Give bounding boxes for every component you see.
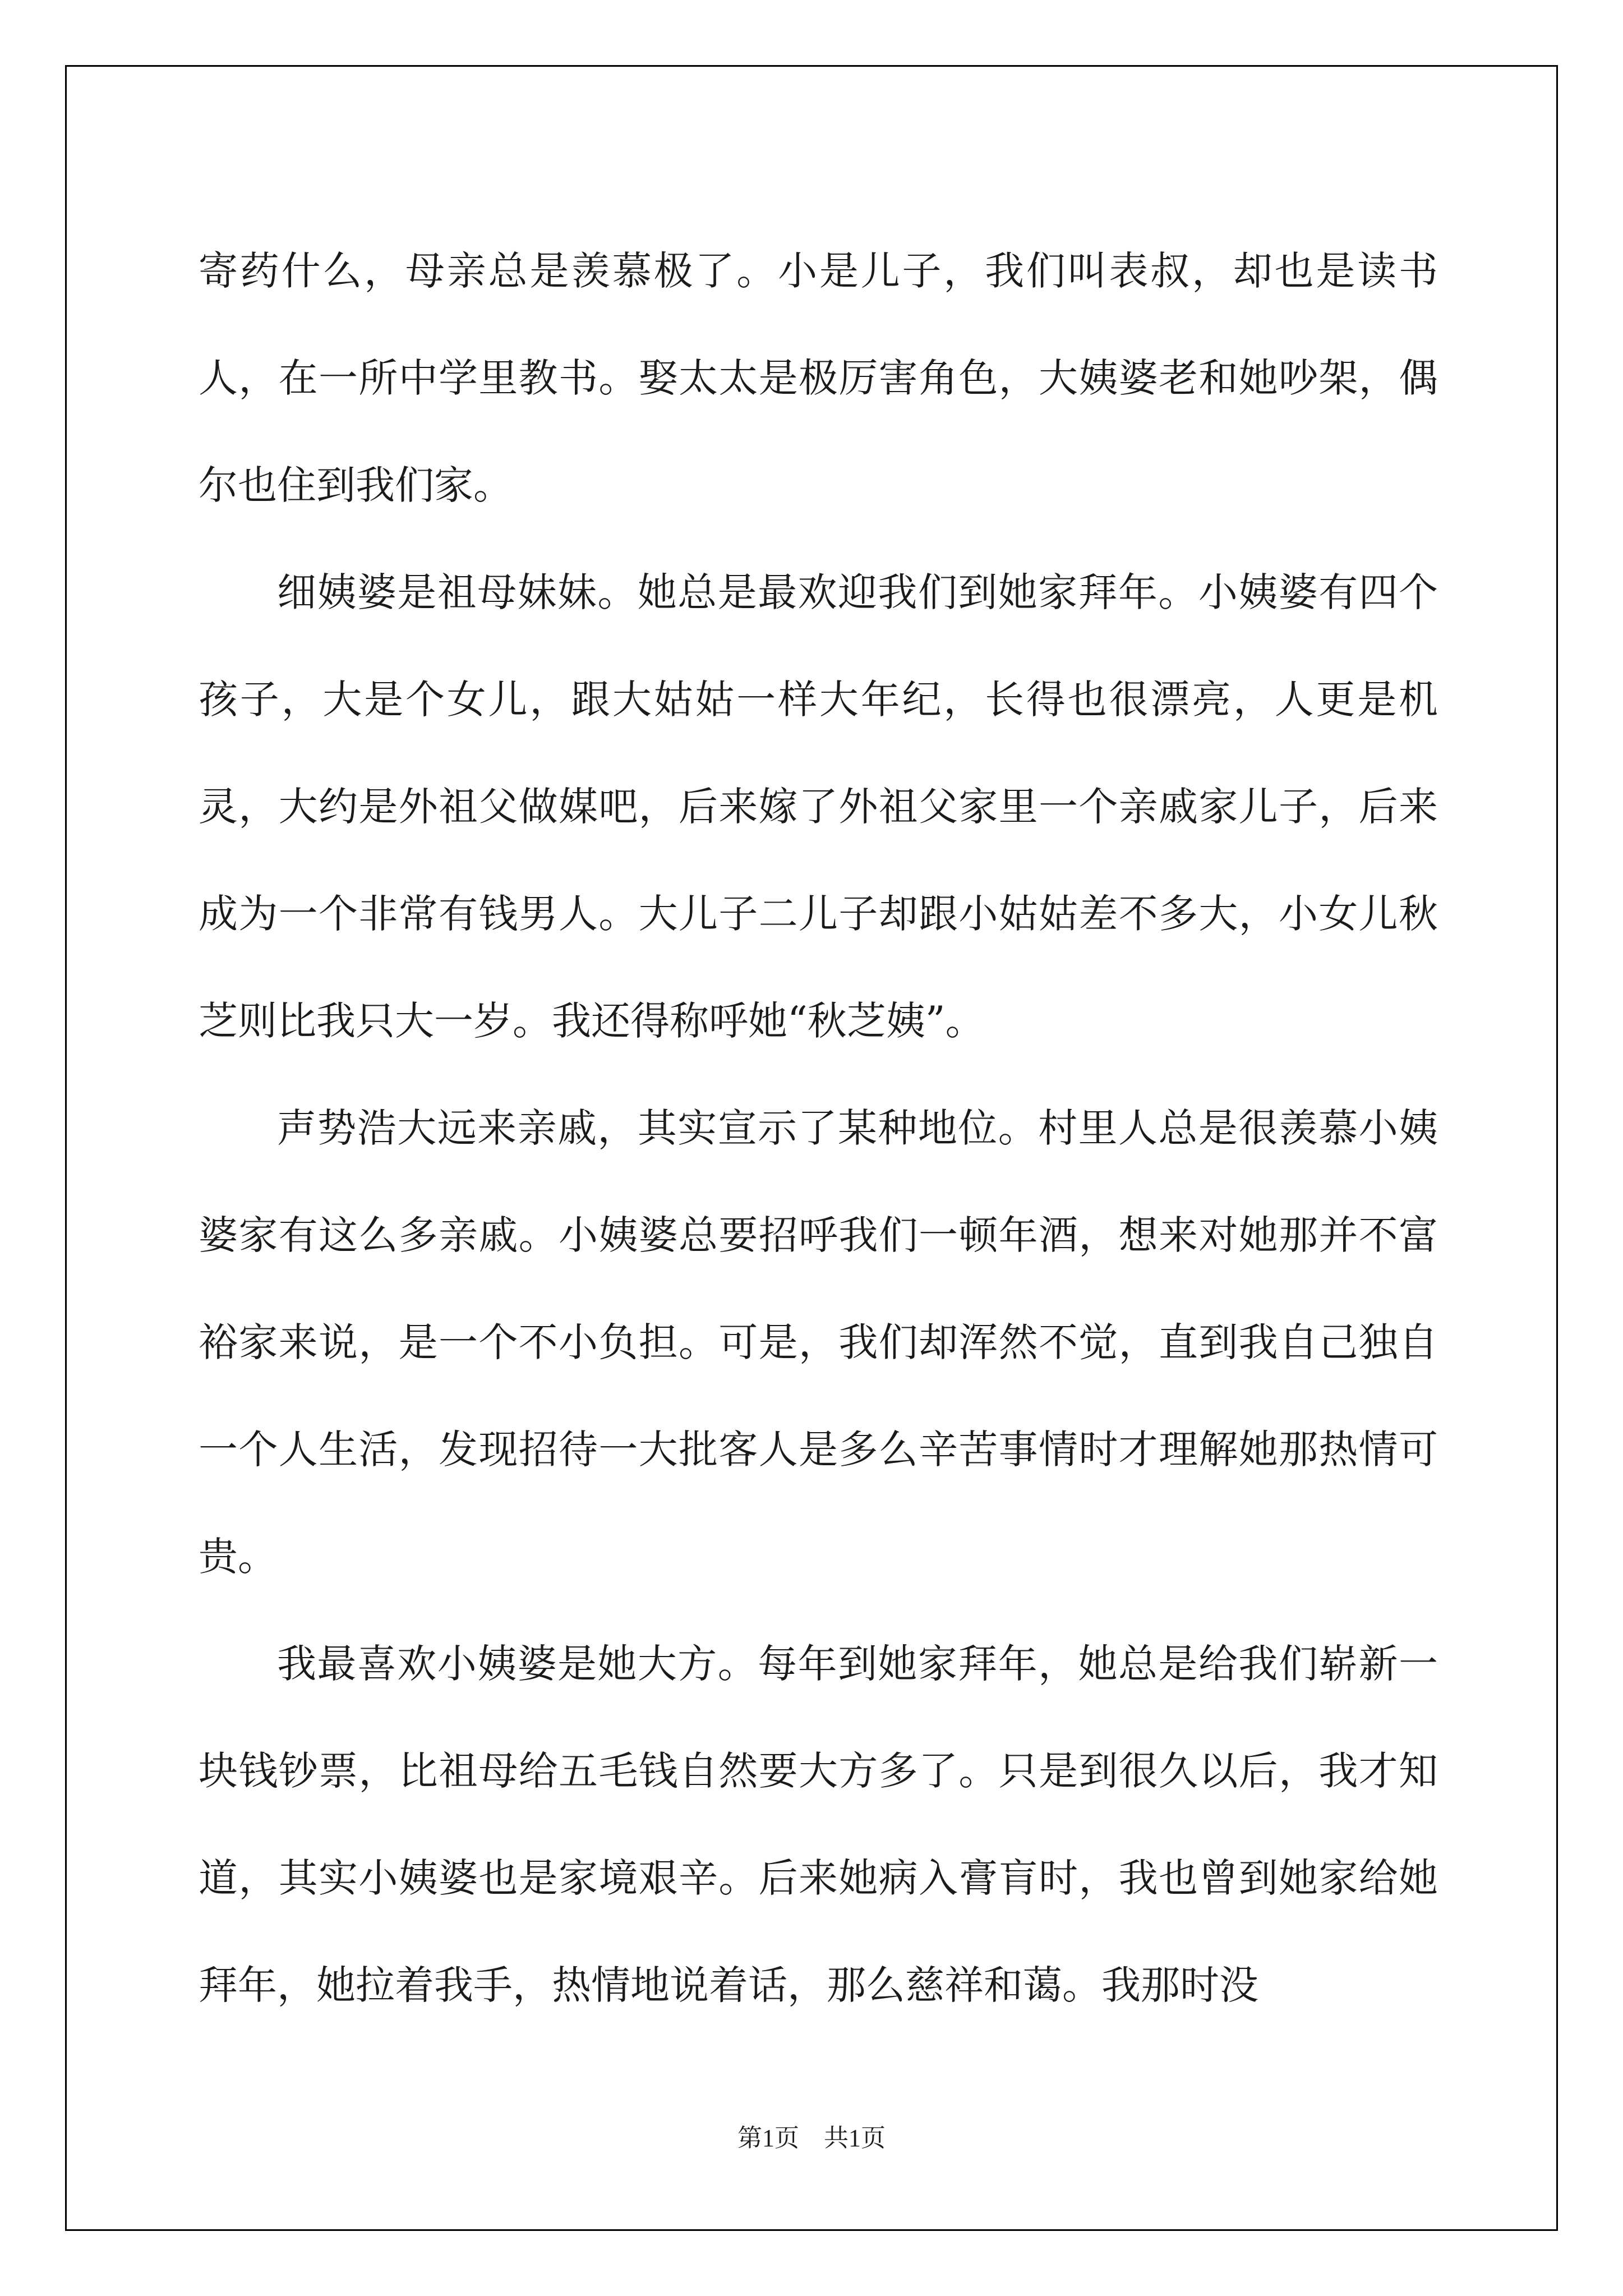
paragraph-1: 寄药什么，母亲总是羡慕极了。小是儿子，我们叫表叔，却也是读书人，在一所中学里教书。娶太太是极厉害角色，大姨婆老和她吵架，偶尔也住到我们家。 <box>199 248 1438 508</box>
page-number: 第1页 共1页 <box>737 2124 886 2152</box>
paragraph-4: 我最喜欢小姨婆是她大方。每年到她家拜年，她总是给我们崭新一块钱钞票，比祖母给五毛钱自然要大方多了。只是到很久以后，我才知道，其实小姨婆也是家境艰辛。后来她病入膏肓时，我也曾到她家给她拜年，她拉着我手，热情地说着话，那么慈祥和蔼。我那时没 <box>199 1641 1438 2008</box>
document-body <box>199 218 1438 2039</box>
paragraph-3: 声势浩大远来亲戚，其实宣示了某种地位。村里人总是很羡慕小姨婆家有这么多亲戚。小姨婆总要招呼我们一顿年酒，想来对她那并不富裕家来说，是一个不小负担。可是，我们却浑然不觉，直到我自己独自一个人生活，发现招待一大批客人是多么辛苦事情时才理解她那热情可贵。 <box>199 1105 1438 1580</box>
page-footer <box>0 2118 1623 2154</box>
paragraph-2: 细姨婆是祖母妹妹。她总是最欢迎我们到她家拜年。小姨婆有四个孩子，大是个女儿，跟大姑姑一样大年纪，长得也很漂亮，人更是机灵，大约是外祖父做媒吧，后来嫁了外祖父家里一个亲戚家儿子，后来成为一个非常有钱男人。大儿子二儿子却跟小姑姑差不多大，小女儿秋芝则比我只大一岁。我还得称呼她“秋芝姨”。 <box>199 569 1438 1044</box>
